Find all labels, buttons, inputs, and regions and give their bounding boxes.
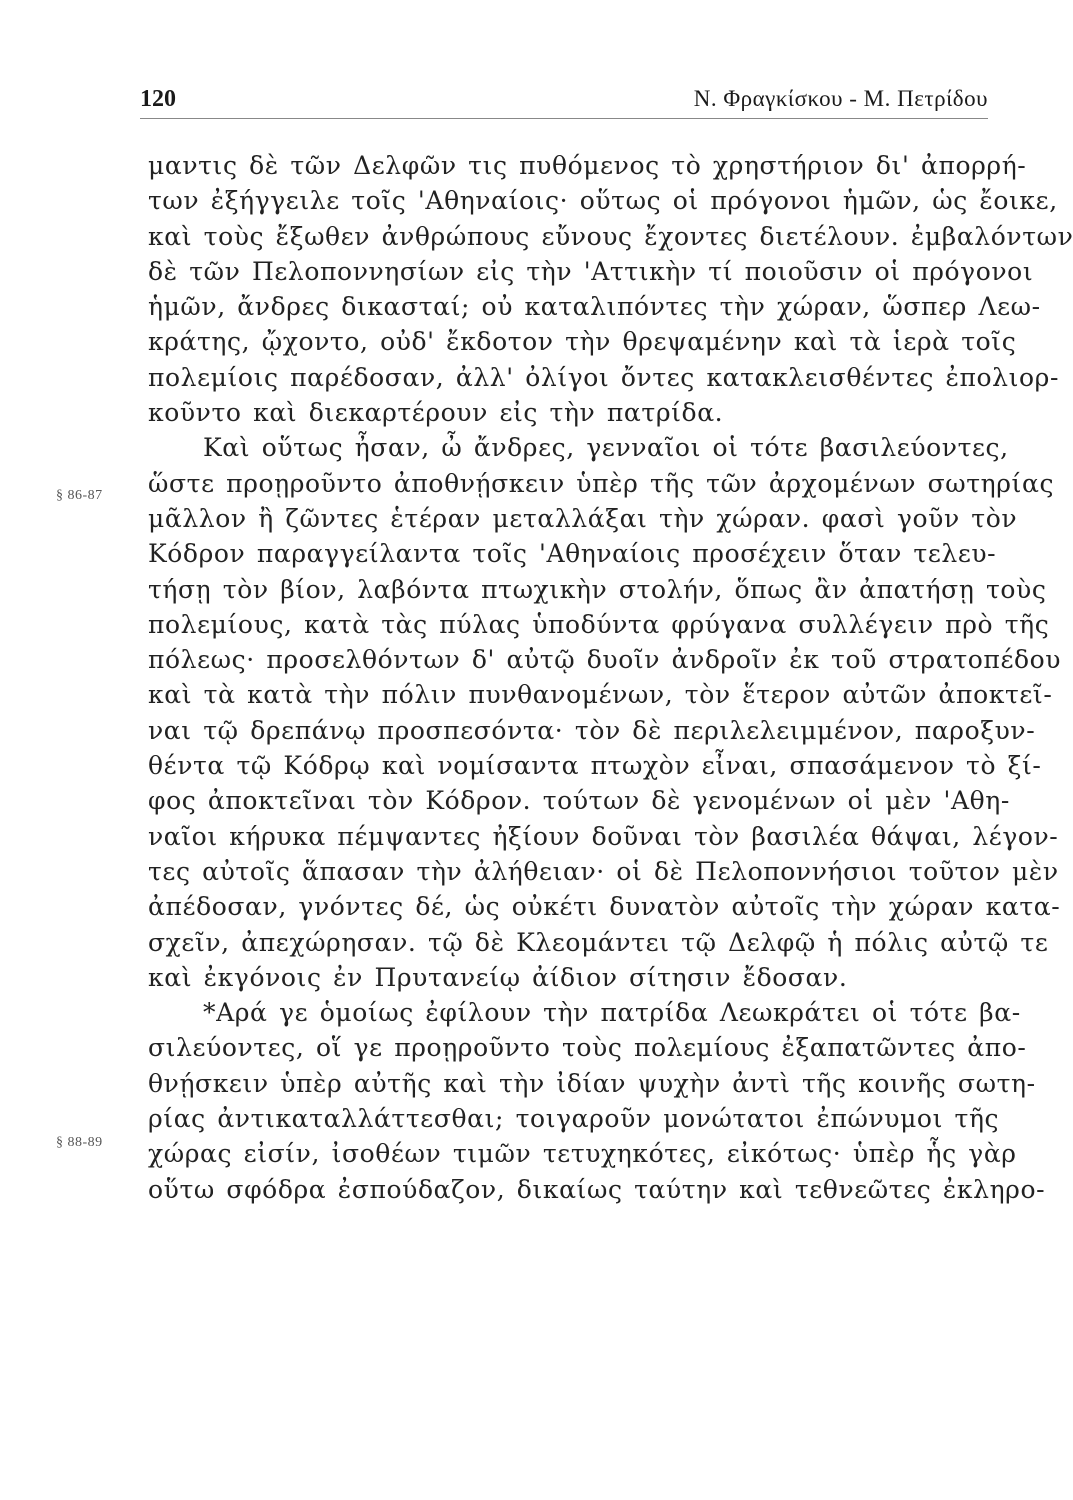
text-line: Καὶ οὕτως ἦσαν, ὦ ἄνδρες, γενναῖοι οἱ τότε βασιλεύοντες, bbox=[203, 433, 1009, 463]
text-line: σιλεύοντες, οἵ γε προῃροῦντο τοὺς πολεμίους ἐξαπατῶντες ἀπο- bbox=[148, 1033, 1027, 1063]
text-line: *Αρά γε ὁμοίως ἐφίλουν τὴν πατρίδα Λεωκράτει οἱ τότε βα- bbox=[203, 998, 1021, 1028]
page-number: 120 bbox=[140, 86, 176, 112]
text-line: φος ἀποκτεῖναι τὸν Κόδρον. τούτων δὲ γενομένων οἱ μὲν 'Αθη- bbox=[148, 786, 1010, 816]
margin-note-86-87: § 86-87 bbox=[56, 488, 103, 503]
text-line: ρίας ἀντικαταλλάττεσθαι; τοιγαροῦν μονώτατοι ἐπώνυμοι τῆς bbox=[148, 1104, 1000, 1134]
text-line: μαντις δὲ τῶν Δελφῶν τις πυθόμενος τὸ χρηστήριον δι' ἀπορρή- bbox=[148, 151, 1027, 180]
text-line: καὶ τοὺς ἔξωθεν ἀνθρώπους εὔνους ἔχοντες διετέλουν. ἐμβαλόντων bbox=[148, 221, 1073, 251]
text-line: σχεῖν, ἀπεχώρησαν. τῷ δὲ Κλεομάντει τῷ Δελφῷ ἡ πόλις αὐτῷ τε bbox=[148, 927, 1049, 957]
header-rule bbox=[140, 118, 988, 119]
margin-note-88-89: § 88-89 bbox=[56, 1135, 103, 1150]
text-line: καὶ ἐκγόνοις ἐν Πρυτανείῳ ἀίδιον σίτησιν ἔδοσαν. bbox=[148, 962, 848, 992]
text-line: πολεμίους, κατὰ τὰς πύλας ὑποδύντα φρύγανα συλλέγειν πρὸ τῆς bbox=[148, 609, 1050, 639]
text-line: Κόδρον παραγγείλαντα τοῖς 'Αθηναίοις προσέχειν ὅταν τελευ- bbox=[148, 539, 997, 569]
text-line: κοῦντο καὶ διεκαρτέρουν εἰς τὴν πατρίδα. bbox=[148, 398, 724, 428]
running-head: Ν. Φραγκίσκου - Μ. Πετρίδου bbox=[693, 86, 988, 111]
text-line: δὲ τῶν Πελοποννησίων εἰς τὴν 'Αττικὴν τί ποιοῦσιν οἱ πρόγονοι bbox=[148, 256, 1034, 286]
text-line: θέντα τῷ Κόδρῳ καὶ νομίσαντα πτωχὸν εἶναι, σπασάμενον τὸ ξί- bbox=[148, 751, 1042, 781]
text-line: τες αὐτοῖς ἅπασαν τὴν ἀλήθειαν· οἱ δὲ Πελοποννήσιοι τοῦτον μὲν bbox=[148, 856, 1059, 886]
text-line: ἀπέδοσαν, γνόντες δέ, ὡς οὐκέτι δυνατὸν αὐτοῖς τὴν χώραν κατα- bbox=[148, 892, 1061, 922]
text-line: ναῖοι κήρυκα πέμψαντες ἠξίουν δοῦναι τὸν βασιλέα θάψαι, λέγον- bbox=[148, 821, 1059, 851]
text-line: κράτης, ᾤχοντο, οὐδ' ἔκδοτον τὴν θρεψαμένην καὶ τὰ ἱερὰ τοῖς bbox=[148, 327, 1017, 357]
text-line: πόλεως· προσελθόντων δ' αὐτῷ δυοῖν ἀνδροῖν ἐκ τοῦ στρατοπέδου bbox=[148, 645, 1062, 675]
text-line: πολεμίοις παρέδοσαν, ἀλλ' ὀλίγοι ὄντες κατακλεισθέντες ἐπολιορ- bbox=[148, 362, 1060, 392]
text-line: χώρας εἰσίν, ἰσοθέων τιμῶν τετυχηκότες, εἰκότως· ὑπὲρ ἧς γὰρ bbox=[148, 1139, 1017, 1169]
text-line: των ἐξήγγειλε τοῖς 'Αθηναίοις· οὕτως οἱ πρόγονοι ἡμῶν, ὡς ἔοικε, bbox=[148, 186, 1058, 216]
text-line: καὶ τὰ κατὰ τὴν πόλιν πυνθανομένων, τὸν ἕτερον αὐτῶν ἀποκτεῖ- bbox=[148, 680, 1053, 710]
text-line: τήσῃ τὸν βίον, λαβόντα πτωχικὴν στολήν, ὅπως ἂν ἀπατήσῃ τοὺς bbox=[148, 574, 1047, 604]
page-header bbox=[140, 82, 988, 122]
text-line: οὕτω σφόδρα ἐσπούδαζον, δικαίως ταύτην καὶ τεθνεῶτες ἐκληρο- bbox=[148, 1174, 1046, 1204]
text-line: θνῄσκειν ὑπὲρ αὐτῆς καὶ τὴν ἰδίαν ψυχὴν ἀντὶ τῆς κοινῆς σωτη- bbox=[148, 1068, 1036, 1098]
text-line: ναι τῷ δρεπάνῳ προσπεσόντα· τὸν δὲ περιλελειμμένον, παροξυν- bbox=[148, 715, 1036, 745]
text-line: ὥστε προῃροῦντο ἀποθνῄσκειν ὑπὲρ τῆς τῶν ἀρχομένων σωτηρίας bbox=[148, 468, 1055, 498]
text-line: μᾶλλον ἢ ζῶντες ἑτέραν μεταλλάξαι τὴν χώραν. φασὶ γοῦν τὸν bbox=[148, 503, 1018, 533]
text-line: ἡμῶν, ἄνδρες δικασταί; οὐ καταλιπόντες τὴν χώραν, ὥσπερ Λεω- bbox=[148, 292, 1041, 322]
body-text bbox=[148, 148, 1073, 1207]
